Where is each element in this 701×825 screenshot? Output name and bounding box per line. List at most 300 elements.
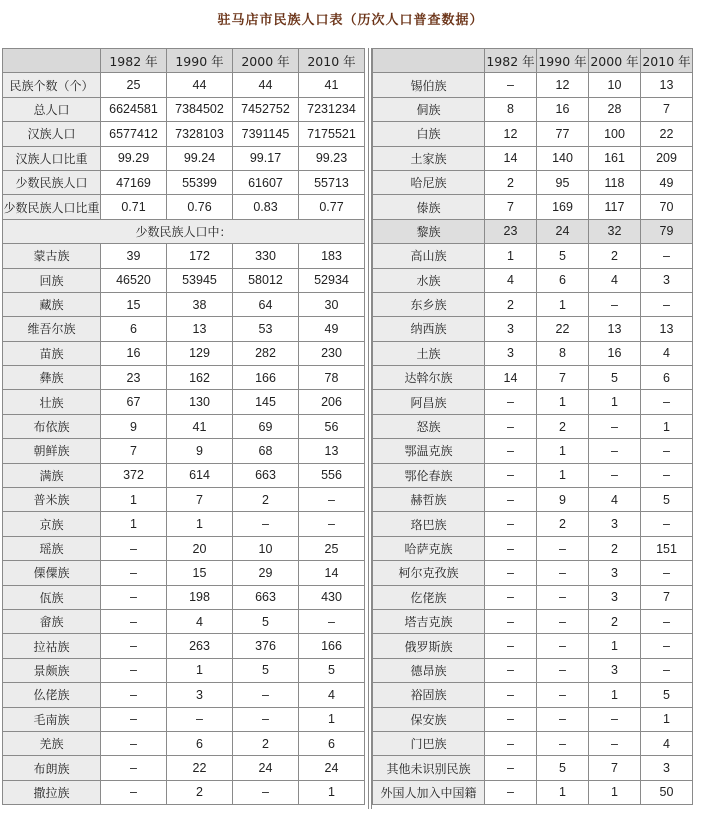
table-row [3,780,365,804]
value-cell: 2 [589,609,641,633]
value-cell: 1 [641,414,693,438]
value-cell: 2 [233,488,299,512]
value-cell: 4 [589,488,641,512]
row-label: 达斡尔族 [373,366,485,390]
value-cell: – [641,390,693,414]
value-cell: 100 [589,122,641,146]
value-cell: 1 [537,780,589,804]
row-label: 赫哲族 [373,488,485,512]
value-cell: 44 [167,73,233,97]
value-cell: 5 [641,488,693,512]
table-row [373,756,693,780]
value-cell: – [485,390,537,414]
row-label: 侗族 [373,97,485,121]
value-cell: 1 [589,683,641,707]
left-table-body [3,73,365,805]
value-cell: 13 [167,317,233,341]
value-cell: 1 [299,707,365,731]
value-cell: 16 [101,341,167,365]
corner-cell [373,49,485,73]
row-label: 畲族 [3,609,101,633]
value-cell: – [233,707,299,731]
table-row [373,97,693,121]
value-cell: 56 [299,414,365,438]
value-cell: 3 [485,317,537,341]
value-cell: – [641,658,693,682]
value-cell: 282 [233,341,299,365]
page-title: 驻马店市民族人口表（历次人口普查数据） [217,13,484,28]
value-cell: 2 [589,536,641,560]
value-cell: 330 [233,244,299,268]
value-cell: – [537,585,589,609]
table-row [373,219,693,243]
row-label: 外国人加入中国籍 [373,780,485,804]
value-cell: 166 [299,634,365,658]
year-header: 2010 年 [299,49,365,73]
table-row [373,341,693,365]
value-cell: – [537,707,589,731]
table-row [373,707,693,731]
year-header: 1982 年 [101,49,167,73]
value-cell: – [589,439,641,463]
value-cell: – [299,609,365,633]
value-cell: 130 [167,390,233,414]
value-cell: – [641,439,693,463]
value-cell: 64 [233,292,299,316]
row-label: 土家族 [373,146,485,170]
row-label: 羌族 [3,731,101,755]
table-row [3,122,365,146]
value-cell: 4 [589,268,641,292]
row-label: 阿昌族 [373,390,485,414]
row-label: 锡伯族 [373,73,485,97]
value-cell: 52934 [299,268,365,292]
value-cell: 6 [641,366,693,390]
value-cell: – [101,561,167,585]
value-cell: 663 [233,585,299,609]
value-cell: 7 [537,366,589,390]
table-row [3,512,365,536]
row-label: 仡佬族 [373,585,485,609]
value-cell: – [537,609,589,633]
value-cell: 7231234 [299,97,365,121]
value-cell: 10 [233,536,299,560]
value-cell: – [537,536,589,560]
value-cell: – [641,634,693,658]
row-label: 景颇族 [3,658,101,682]
value-cell: 13 [299,439,365,463]
value-cell: 183 [299,244,365,268]
table-row [3,195,365,219]
row-label: 总人口 [3,97,101,121]
value-cell: 67 [101,390,167,414]
value-cell: 6577412 [101,122,167,146]
row-label: 德昂族 [373,658,485,682]
row-label: 哈萨克族 [373,536,485,560]
table-row [3,463,365,487]
value-cell: 39 [101,244,167,268]
value-cell: 3 [641,268,693,292]
value-cell: – [641,244,693,268]
row-label: 鄂伦春族 [373,463,485,487]
row-label: 满族 [3,463,101,487]
value-cell: 1 [101,512,167,536]
value-cell: 95 [537,170,589,194]
value-cell: 230 [299,341,365,365]
value-cell: 53 [233,317,299,341]
table-row [3,585,365,609]
row-label: 少数民族人口比重 [3,195,101,219]
value-cell: 206 [299,390,365,414]
value-cell: – [101,683,167,707]
table-row [3,244,365,268]
value-cell: – [485,73,537,97]
value-cell: 2 [485,170,537,194]
value-cell: 4 [299,683,365,707]
table-row [3,683,365,707]
value-cell: 41 [299,73,365,97]
table-row [3,634,365,658]
row-label: 藏族 [3,292,101,316]
table-row [373,390,693,414]
row-label: 维吾尔族 [3,317,101,341]
value-cell: 15 [167,561,233,585]
row-label: 瑶族 [3,536,101,560]
value-cell: – [589,463,641,487]
value-cell: 2 [537,414,589,438]
value-cell: 55713 [299,170,365,194]
value-cell: 3 [589,561,641,585]
value-cell: – [485,561,537,585]
table-row [3,317,365,341]
value-cell: 5 [537,756,589,780]
table-row [3,609,365,633]
value-cell: – [101,731,167,755]
value-cell: 99.29 [101,146,167,170]
table-row [373,439,693,463]
value-cell: 7 [589,756,641,780]
table-row [3,439,365,463]
table-row [373,561,693,585]
value-cell: 15 [101,292,167,316]
row-label: 傈僳族 [3,561,101,585]
year-header: 2000 年 [589,49,641,73]
value-cell: 263 [167,634,233,658]
table-row [373,195,693,219]
row-label: 壮族 [3,390,101,414]
value-cell: 5 [537,244,589,268]
value-cell: 118 [589,170,641,194]
row-label: 彝族 [3,366,101,390]
value-cell: – [485,463,537,487]
value-cell: – [641,292,693,316]
value-cell: 2 [485,292,537,316]
table-row [3,73,365,97]
value-cell: 68 [233,439,299,463]
value-cell: – [101,536,167,560]
row-label: 布依族 [3,414,101,438]
value-cell: 3 [589,658,641,682]
corner-cell [3,49,101,73]
year-header: 1990 年 [167,49,233,73]
row-label: 少数民族人口 [3,170,101,194]
value-cell: – [485,634,537,658]
value-cell: 58012 [233,268,299,292]
table-row [3,731,365,755]
table-row [373,488,693,512]
row-label: 佤族 [3,585,101,609]
row-label: 柯尔克孜族 [373,561,485,585]
value-cell: 77 [537,122,589,146]
value-cell: – [537,683,589,707]
value-cell: 30 [299,292,365,316]
table-row [3,414,365,438]
value-cell: 3 [485,341,537,365]
value-cell: 70 [641,195,693,219]
value-cell: 7384502 [167,97,233,121]
value-cell: 13 [589,317,641,341]
left-table [2,48,365,805]
value-cell: 16 [589,341,641,365]
value-cell: – [485,439,537,463]
table-row [3,536,365,560]
table-row [373,585,693,609]
value-cell: 22 [537,317,589,341]
value-cell: – [485,756,537,780]
value-cell: 145 [233,390,299,414]
table-row [373,170,693,194]
value-cell: 0.83 [233,195,299,219]
row-label: 傣族 [373,195,485,219]
value-cell: 1 [589,780,641,804]
value-cell: 117 [589,195,641,219]
value-cell: 614 [167,463,233,487]
value-cell: – [101,609,167,633]
table-row [373,536,693,560]
value-cell: 6 [537,268,589,292]
left-header-row [3,49,365,73]
value-cell: 1 [485,244,537,268]
table-row [373,122,693,146]
table-row [373,463,693,487]
year-header: 2010 年 [641,49,693,73]
table-row [3,268,365,292]
table-row [3,97,365,121]
row-label: 怒族 [373,414,485,438]
value-cell: 8 [537,341,589,365]
value-cell: – [101,780,167,804]
value-cell: 10 [589,73,641,97]
value-cell: 7 [101,439,167,463]
table-row [3,292,365,316]
value-cell: 6 [101,317,167,341]
value-cell: – [485,609,537,633]
value-cell: 7175521 [299,122,365,146]
value-cell: 7 [167,488,233,512]
row-label: 毛南族 [3,707,101,731]
row-label: 京族 [3,512,101,536]
row-label: 布朗族 [3,756,101,780]
value-cell: 49 [299,317,365,341]
row-label: 其他未识别民族 [373,756,485,780]
value-cell: 22 [641,122,693,146]
row-label: 黎族 [373,219,485,243]
value-cell: 38 [167,292,233,316]
value-cell: 12 [485,122,537,146]
value-cell: 372 [101,463,167,487]
row-label: 普米族 [3,488,101,512]
table-row [373,73,693,97]
value-cell: 209 [641,146,693,170]
value-cell: – [101,634,167,658]
value-cell: – [485,707,537,731]
value-cell: 41 [167,414,233,438]
value-cell: 0.71 [101,195,167,219]
value-cell: – [537,658,589,682]
value-cell: 24 [233,756,299,780]
value-cell: 430 [299,585,365,609]
row-label: 塔吉克族 [373,609,485,633]
row-label: 水族 [373,268,485,292]
value-cell: 7 [641,585,693,609]
table-row [373,780,693,804]
value-cell: 9 [101,414,167,438]
table-row [3,756,365,780]
value-cell: 79 [641,219,693,243]
value-cell: 161 [589,146,641,170]
table-row [3,390,365,414]
value-cell: 4 [641,341,693,365]
value-cell: 2 [589,244,641,268]
value-cell: 44 [233,73,299,97]
value-cell: 13 [641,73,693,97]
value-cell: 12 [537,73,589,97]
value-cell: 1 [167,512,233,536]
value-cell: – [167,707,233,731]
value-cell: 14 [485,366,537,390]
value-cell: 5 [589,366,641,390]
value-cell: 3 [589,512,641,536]
value-cell: 1 [167,658,233,682]
table-row [3,707,365,731]
value-cell: 32 [589,219,641,243]
row-label: 蒙古族 [3,244,101,268]
value-cell: 61607 [233,170,299,194]
table-row [373,683,693,707]
value-cell: 7 [485,195,537,219]
value-cell: 5 [233,658,299,682]
value-cell: – [101,585,167,609]
value-cell: 14 [485,146,537,170]
value-cell: 198 [167,585,233,609]
row-label: 汉族人口 [3,122,101,146]
value-cell: 53945 [167,268,233,292]
value-cell: 7452752 [233,97,299,121]
table-row [373,366,693,390]
value-cell: – [641,561,693,585]
value-cell: 22 [167,756,233,780]
table-row [373,512,693,536]
right-header-row [373,49,693,73]
value-cell: 1 [589,390,641,414]
table-row [373,292,693,316]
value-cell: 9 [537,488,589,512]
value-cell: 16 [537,97,589,121]
value-cell: 99.24 [167,146,233,170]
value-cell: 20 [167,536,233,560]
row-label: 纳西族 [373,317,485,341]
table-row [373,658,693,682]
row-label: 撒拉族 [3,780,101,804]
value-cell: – [233,780,299,804]
table-row [373,634,693,658]
row-label: 土族 [373,341,485,365]
value-cell: 1 [641,707,693,731]
table-row [3,366,365,390]
value-cell: 28 [589,97,641,121]
table-row [3,488,365,512]
value-cell: 376 [233,634,299,658]
value-cell: 23 [485,219,537,243]
value-cell: 4 [485,268,537,292]
value-cell: – [485,731,537,755]
row-label: 东乡族 [373,292,485,316]
value-cell: – [641,463,693,487]
row-label: 裕固族 [373,683,485,707]
value-cell: 23 [101,366,167,390]
value-cell: – [537,634,589,658]
value-cell: 3 [641,756,693,780]
value-cell: – [485,658,537,682]
value-cell: 25 [299,536,365,560]
value-cell: 5 [299,658,365,682]
value-cell: 3 [589,585,641,609]
value-cell: 1 [537,390,589,414]
table-row [373,414,693,438]
row-label: 珞巴族 [373,512,485,536]
row-label: 俄罗斯族 [373,634,485,658]
row-label: 仫佬族 [3,683,101,707]
table-row [373,268,693,292]
row-label: 哈尼族 [373,170,485,194]
value-cell: – [485,780,537,804]
value-cell: 3 [167,683,233,707]
value-cell: – [641,512,693,536]
row-label: 拉祜族 [3,634,101,658]
value-cell: 2 [167,780,233,804]
value-cell: – [101,756,167,780]
value-cell: 1 [537,292,589,316]
value-cell: 6624581 [101,97,167,121]
table-row [3,561,365,585]
value-cell: 46520 [101,268,167,292]
value-cell: 6 [167,731,233,755]
value-cell: 0.77 [299,195,365,219]
row-label: 苗族 [3,341,101,365]
right-table [372,48,693,805]
right-table-body [373,73,693,805]
value-cell: 9 [167,439,233,463]
row-label: 回族 [3,268,101,292]
value-cell: – [485,683,537,707]
value-cell: 0.76 [167,195,233,219]
row-label: 门巴族 [373,731,485,755]
table-row [3,341,365,365]
subheader-label: 少数民族人口中： [3,219,365,243]
value-cell: – [101,707,167,731]
value-cell: – [589,292,641,316]
value-cell: – [537,561,589,585]
